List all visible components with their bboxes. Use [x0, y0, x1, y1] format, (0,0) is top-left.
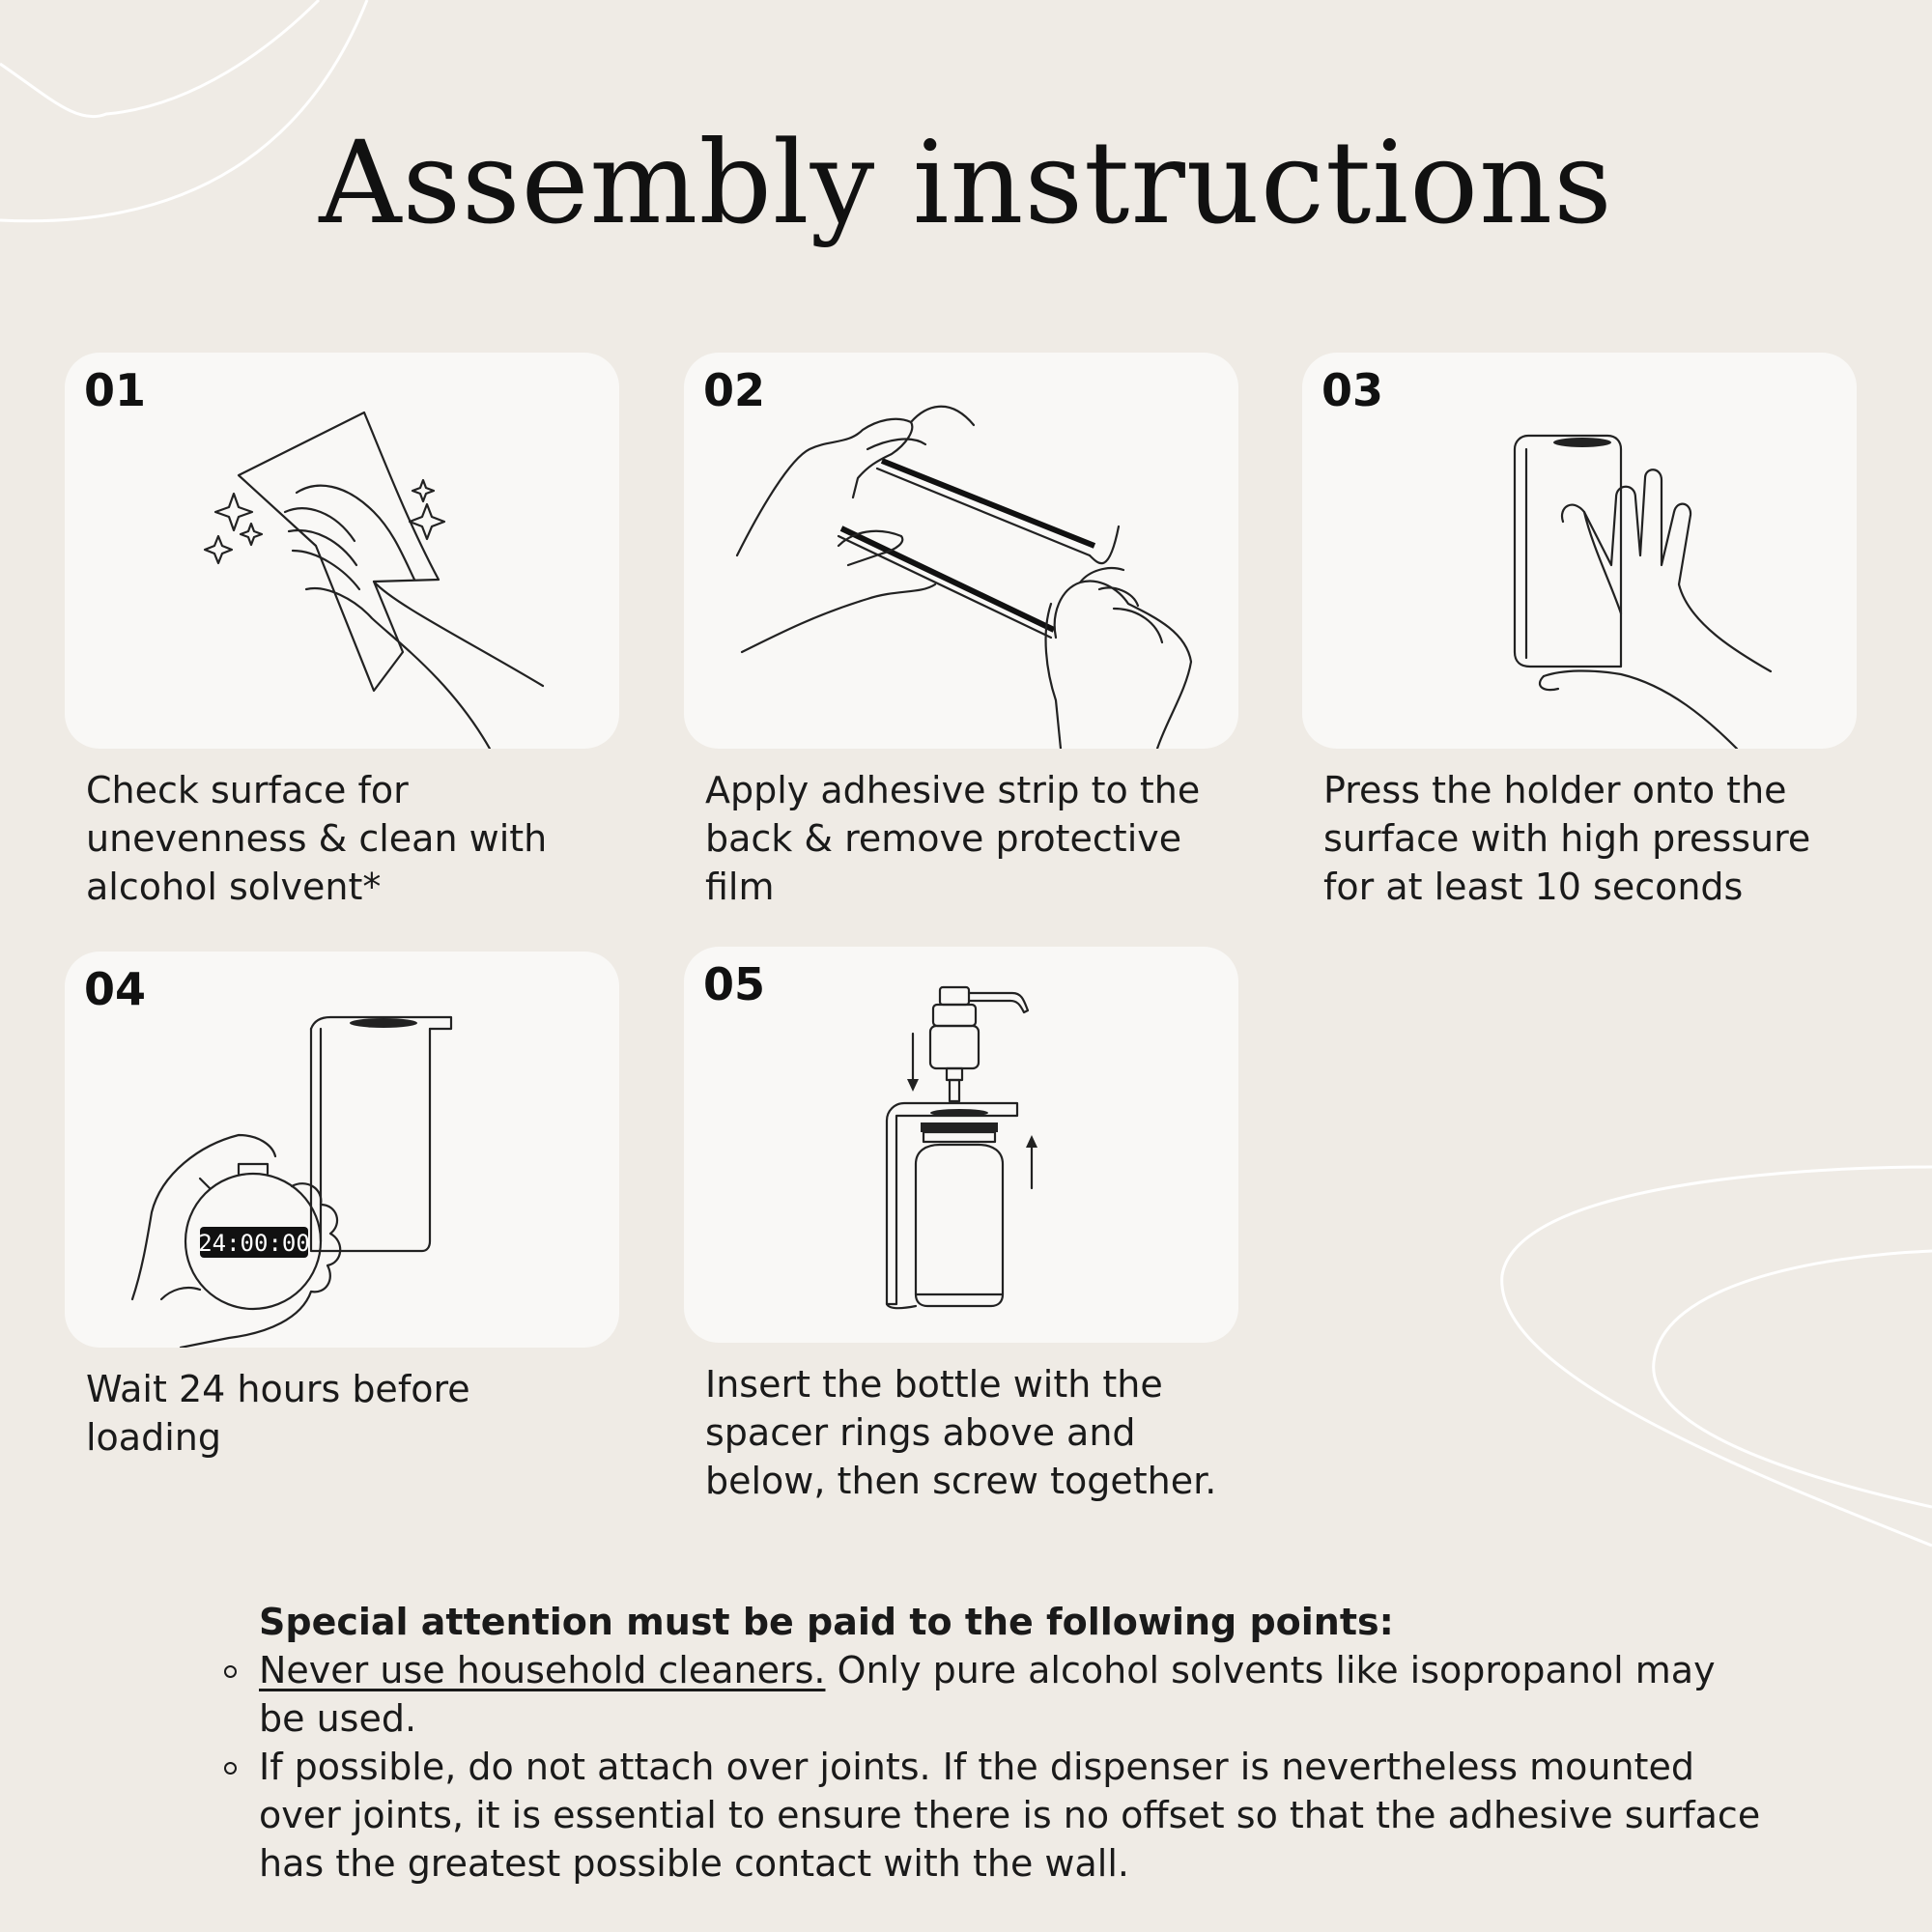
step-03 — [1302, 353, 1857, 911]
timer-display: 24:00:00 — [198, 1230, 310, 1257]
bullet-icon — [224, 1762, 237, 1775]
step-caption: Apply adhesive strip to the back & remove protective film — [705, 769, 1201, 908]
step-card — [684, 947, 1238, 1343]
step-04 — [65, 952, 619, 1462]
note-text: If possible, do not attach over joints. If the dispenser is nevertheless mounted over joints, it is essential to ensure there is no offset so that the adhesive surface has the greatest possible contact with the wall. — [259, 1746, 1761, 1885]
note-text: Only pure alcohol solvents like isopropanol may be used. — [259, 1649, 1716, 1740]
step-caption: Press the holder onto the surface with high pressure for at least 10 seconds — [1323, 769, 1811, 908]
step-caption: Insert the bottle with the spacer rings above and below, then screw together. — [705, 1363, 1217, 1502]
wiping-hand-icon — [65, 353, 619, 749]
step-card — [65, 353, 619, 749]
step-number: 05 — [703, 958, 766, 1010]
note-warning: Never use household cleaners. — [259, 1649, 826, 1691]
step-02 — [684, 353, 1238, 911]
attention-notes — [259, 1598, 1766, 1888]
stopwatch-icon — [65, 952, 619, 1348]
step-01 — [65, 353, 619, 911]
step-05 — [684, 947, 1238, 1505]
step-number: 03 — [1321, 364, 1384, 416]
notes-list — [259, 1646, 1766, 1888]
bullet-icon — [224, 1665, 237, 1678]
step-caption: Check surface for unevenness & clean with alcohol solvent* — [86, 769, 548, 908]
notes-title: Special attention must be paid to the following points: — [259, 1601, 1394, 1643]
page-title: Assembly instructions — [319, 116, 1613, 249]
note-item — [259, 1743, 1766, 1888]
step-card — [65, 952, 619, 1348]
step-number: 02 — [703, 364, 766, 416]
step-card — [684, 353, 1238, 749]
adhesive-strip-icon — [684, 353, 1238, 749]
pressing-hand-icon — [1302, 353, 1857, 749]
step-card — [1302, 353, 1857, 749]
note-item — [259, 1646, 1766, 1743]
step-number: 04 — [84, 963, 147, 1015]
bottle-insert-icon — [684, 947, 1238, 1343]
step-caption: Wait 24 hours before loading — [86, 1368, 470, 1459]
step-number: 01 — [84, 364, 147, 416]
